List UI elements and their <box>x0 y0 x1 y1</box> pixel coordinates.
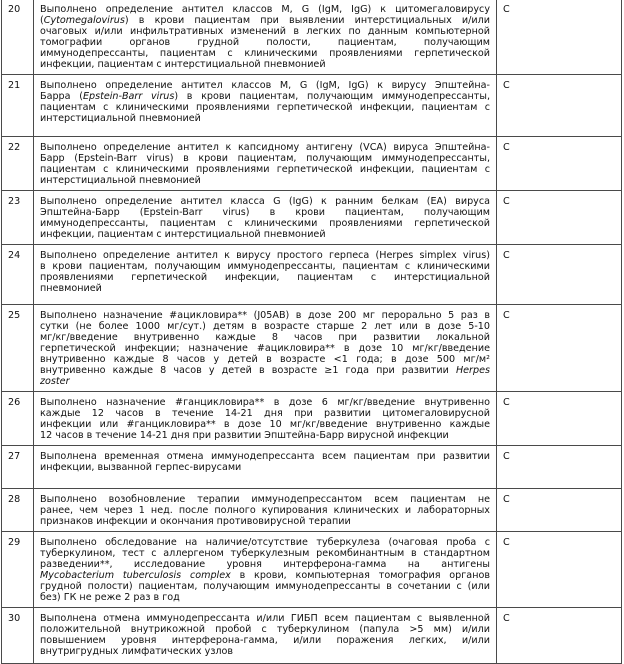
criterion-text-line <box>40 408 490 419</box>
table-body <box>2 0 622 664</box>
text-run: внутривенно каждые 8 часов у детей в возрасте ≥1 года при развитии <box>40 365 456 376</box>
criterion-text <box>34 0 497 75</box>
text-run: мг/кг/введение внутривенно каждые 8 часов при развитии локальной <box>40 332 490 343</box>
criterion-text <box>34 245 497 305</box>
evidence-grade: C <box>497 191 622 245</box>
text-run: инфекции, пациентам с интерстициальной пневмонией <box>40 229 326 240</box>
text-run: признаков инфекции и окончания противовирусной терапии <box>40 516 351 527</box>
evidence-grade: C <box>497 0 622 75</box>
criterion-text-line <box>40 113 490 124</box>
criterion-text-line <box>40 164 490 175</box>
criterion-text-line <box>40 354 490 365</box>
text-run: положительной внутрикожной пробой с туберкулином (папула >5 мм) и/или <box>40 624 490 635</box>
table-row <box>2 137 622 191</box>
table-row <box>2 305 622 392</box>
criterion-text-line <box>40 80 490 91</box>
text-run: Выполнено определение антител класса G (IgG) к ранним белкам (EA) вируса <box>40 196 490 207</box>
criterion-text-line <box>40 175 490 186</box>
evidence-grade: C <box>497 608 622 664</box>
criterion-text <box>34 392 497 446</box>
criterion-text-line <box>40 321 490 332</box>
table-row <box>2 608 622 664</box>
criterion-number: 26 <box>2 392 34 446</box>
criterion-text <box>34 532 497 608</box>
text-run: внутригрудных лимфатических узлов <box>40 646 234 657</box>
text-run: разведении**, исследование уровня интерферона-гамма на антигены <box>40 559 490 570</box>
text-run: инфекции, вызванной герпес-вирусами <box>40 462 242 473</box>
text-run: инфекции, пациентам с интерстициальной пневмонией <box>40 59 326 70</box>
text-run: Выполнена отмена иммунодепрессанта и/или ГИБП всем пациентам с выявленной <box>40 613 490 624</box>
text-run: герпетической инфекции; назначение #ацикловира** в дозе 10 мг/кг/введение <box>40 343 490 354</box>
criterion-number: 23 <box>2 191 34 245</box>
table-row <box>2 489 622 532</box>
criterion-text-line <box>40 59 490 70</box>
text-run: сутки (не более 1000 мг/сут.) детям в возрасте старше 2 лет или в дозе 5-10 <box>40 321 490 332</box>
italic-term: Mycobacterium tuberculosis complex <box>40 570 231 581</box>
criterion-number: 30 <box>2 608 34 664</box>
text-run: в крови, компьютерная томография органов <box>230 570 490 581</box>
evidence-grade: C <box>497 245 622 305</box>
evidence-grade: C <box>497 446 622 489</box>
text-run: каждые 12 часов в течение 14-21 дня при развитии цитомегаловирусной <box>40 408 490 419</box>
text-run: в крови пациентам, получающим иммунодепрессанты, пациентам с клиническими <box>40 261 490 272</box>
table-row <box>2 75 622 137</box>
text-run: ) в крови пациентам при выявлении интерстициальных и/или <box>124 15 490 26</box>
text-run: Барр (Epstein-Barr virus) в крови пациентам, получающим иммунодепрессанты, <box>40 153 490 164</box>
criterion-text-line <box>40 218 490 229</box>
text-run: Выполнено определение антител к капсидному антигену (VCA) вируса Эпштейна- <box>40 142 490 153</box>
criterion-text-line <box>40 102 490 113</box>
criterion-text-line <box>40 537 490 548</box>
criterion-text-line <box>40 15 490 26</box>
text-run: очаговых и/или инфильтративных изменений в легких по данным компьютерной <box>40 26 490 37</box>
criterion-text-line <box>40 624 490 635</box>
criterion-text-line <box>40 26 490 37</box>
italic-term: Epstein-Barr virus <box>82 91 175 102</box>
evidence-grade: C <box>497 305 622 392</box>
evidence-grade: C <box>497 489 622 532</box>
text-run: ( <box>40 15 44 26</box>
text-run: Барра ( <box>40 91 83 102</box>
text-run: Выполнено возобновление терапии иммунодепрессантом всем пациентам не <box>40 494 490 505</box>
criterion-text-line <box>40 430 490 441</box>
evidence-grade: C <box>497 532 622 608</box>
text-run: проявлениями герпетической инфекции, пациентам с интерстициальной <box>40 272 490 283</box>
criterion-text-line <box>40 229 490 240</box>
evidence-grade: C <box>497 75 622 137</box>
text-run: без) ГК не реже 2 раз в год <box>40 592 180 603</box>
text-run: пациентам с клиническими проявлениями герпетической инфекции, пациентам с <box>40 102 490 113</box>
text-run: повышением уровня интерферона-гамма, и/или поражения легких, и/или <box>40 635 490 646</box>
criterion-number: 22 <box>2 137 34 191</box>
criterion-text-line <box>40 196 490 207</box>
criterion-text-line <box>40 250 490 261</box>
criterion-number: 28 <box>2 489 34 532</box>
criterion-text-line <box>40 570 490 581</box>
table-row <box>2 532 622 608</box>
text-run: томографии органов грудной полости, пациентам, получающим <box>40 37 490 48</box>
text-run: Выполнена временная отмена иммунодепрессанта всем пациентам при развитии <box>40 451 490 462</box>
text-run: Эпштейна-Барр (Epstein-Barr virus) в крови пациентам, получающим <box>40 207 490 218</box>
text-run: туберкулином, тест с аллергеном туберкулезным рекомбинантным в стандартном <box>40 548 490 559</box>
text-run: грудной полости) пациентам, получающим иммунодепрессанты в сочетании с (или <box>40 581 490 592</box>
criterion-text-line <box>40 635 490 646</box>
criterion-text-line <box>40 397 490 408</box>
criterion-text-line <box>40 376 490 387</box>
criterion-text-line <box>40 332 490 343</box>
criterion-text-line <box>40 494 490 505</box>
evidence-grade: C <box>497 392 622 446</box>
text-run: Выполнено назначение #ацикловира** (J05AB) в дозе 200 мг перорально 5 раз в <box>40 310 490 321</box>
text-run: Выполнено определение антител классов M, G (IgM, IgG) к цитомегаловирусу <box>40 4 490 15</box>
text-run: Выполнено назначение #ганцикловира** в дозе 6 мг/кг/введение внутривенно <box>40 397 490 408</box>
criterion-text-line <box>40 207 490 218</box>
quality-criteria-table <box>1 0 622 664</box>
table-row <box>2 191 622 245</box>
criterion-text-line <box>40 516 490 527</box>
criterion-text <box>34 305 497 392</box>
criterion-number: 25 <box>2 305 34 392</box>
text-run: внутривенно каждые 8 часов у детей в возрасте <1 года; в дозе 500 мг/м² <box>40 354 490 365</box>
table-row <box>2 392 622 446</box>
text-run: ) в крови пациентам, получающим иммунодепрессанты, <box>174 91 490 102</box>
criterion-text <box>34 608 497 664</box>
text-run: интерстициальной пневмонией <box>40 113 201 124</box>
criterion-text-line <box>40 462 490 473</box>
criterion-text-line <box>40 646 490 657</box>
criterion-text <box>34 489 497 532</box>
criterion-number: 27 <box>2 446 34 489</box>
criterion-text <box>34 446 497 489</box>
criterion-text-line <box>40 283 490 294</box>
table-row <box>2 446 622 489</box>
italic-term: zoster <box>40 376 70 387</box>
criterion-text-line <box>40 613 490 624</box>
criterion-text-line <box>40 592 490 603</box>
text-run: иммунодепрессанты, пациентам с клиническими проявлениями герпетической <box>40 218 490 229</box>
criterion-number: 24 <box>2 245 34 305</box>
criterion-number: 29 <box>2 532 34 608</box>
criterion-text-line <box>40 419 490 430</box>
text-run: ранее, чем через 1 нед. после полного купирования клинических и лабораторных <box>40 505 490 516</box>
criterion-text-line <box>40 272 490 283</box>
criterion-text-line <box>40 261 490 272</box>
criterion-text-line <box>40 548 490 559</box>
criterion-text-line <box>40 365 490 376</box>
text-run: Выполнено определение антител к вирусу простого герпеса (Herpes simplex virus) <box>40 250 490 261</box>
text-run: интерстициальной пневмонией <box>40 175 201 186</box>
criterion-text-line <box>40 37 490 48</box>
table-row <box>2 245 622 305</box>
criterion-text-line <box>40 343 490 354</box>
text-run: 12 часов в течение 14-21 дня при развитии Эпштейна-Барр вирусной инфекции <box>40 430 449 441</box>
text-run: Выполнено определение антител классов M, G (IgM, IgG) к вирусу Эпштейна- <box>40 80 490 91</box>
evidence-grade: C <box>497 137 622 191</box>
italic-term: Cytomegalovirus <box>43 15 125 26</box>
criterion-text-line <box>40 559 490 570</box>
criterion-text-line <box>40 505 490 516</box>
text-run: инфекции или #ганцикловира** в дозе 10 мг/кг/введение внутривенно каждые <box>40 419 490 430</box>
italic-term: Herpes <box>455 365 490 376</box>
criterion-text <box>34 75 497 137</box>
criterion-text <box>34 137 497 191</box>
text-run: Выполнено обследование на наличие/отсутствие туберкулеза (очаговая проба с <box>40 537 490 548</box>
criterion-text-line <box>40 91 490 102</box>
text-run: пациентам с клиническими проявлениями герпетической инфекции, пациентам с <box>40 164 490 175</box>
text-run: пневмонией <box>40 283 102 294</box>
criterion-number: 21 <box>2 75 34 137</box>
criterion-text-line <box>40 581 490 592</box>
criterion-text <box>34 191 497 245</box>
criterion-text-line <box>40 153 490 164</box>
criterion-text-line <box>40 451 490 462</box>
criterion-number: 20 <box>2 0 34 75</box>
criterion-text-line <box>40 310 490 321</box>
criterion-text-line <box>40 48 490 59</box>
criterion-text-line <box>40 4 490 15</box>
criterion-text-line <box>40 142 490 153</box>
table-row <box>2 0 622 75</box>
text-run: иммунодепрессанты, пациентам с клиническими проявлениями герпетической <box>40 48 490 59</box>
